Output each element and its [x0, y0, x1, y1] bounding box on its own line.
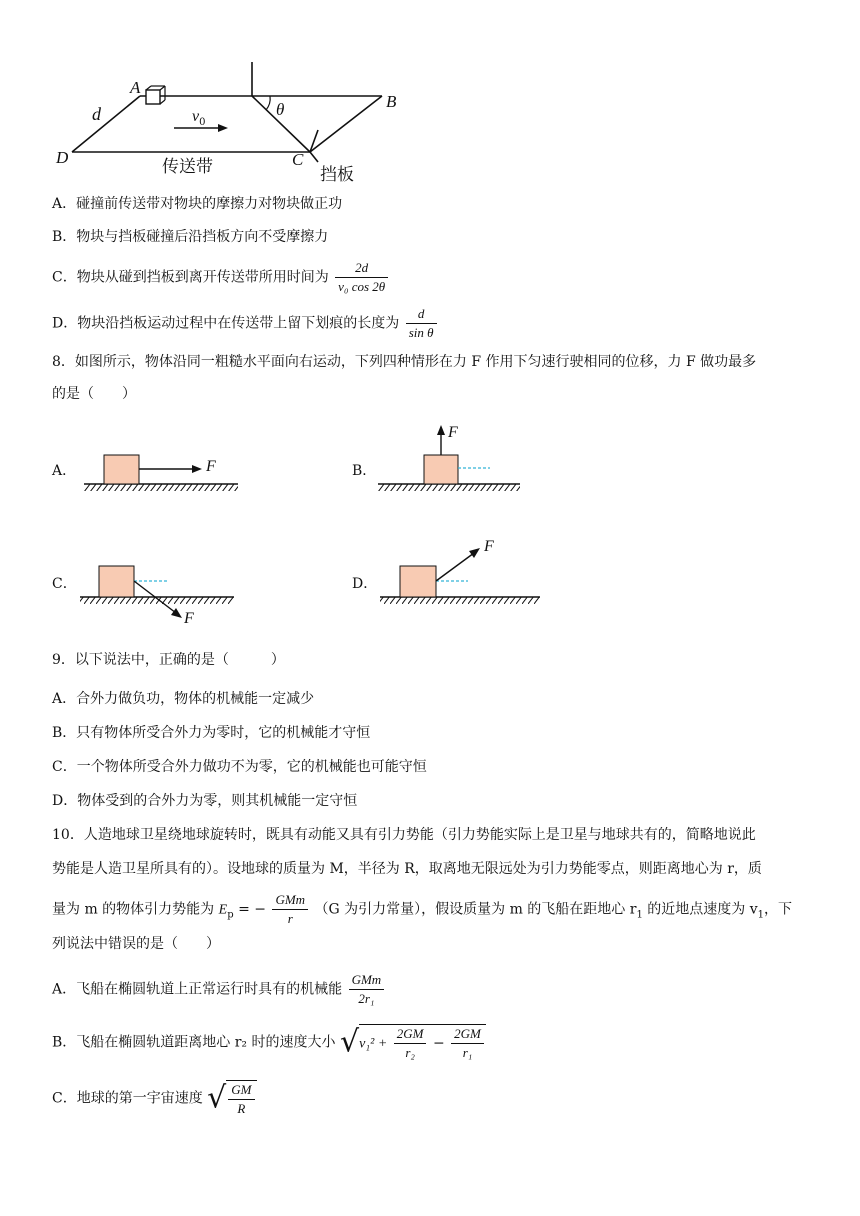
q10-a-num: GMm: [349, 972, 385, 990]
q8-force-label-c: F: [184, 610, 194, 627]
q7-option-d-fraction: [406, 306, 437, 341]
q7-option-c-text: C．物块从碰到挡板到离开传送带所用时间为: [52, 269, 329, 286]
q10-ep-fraction: [272, 892, 308, 927]
q10-option-b: [52, 1024, 486, 1061]
q8-option-c-label: C．: [52, 576, 77, 592]
q9-option-b: B．只有物体所受合外力为零时，它的机械能才守恒: [52, 725, 371, 741]
q7-option-c: [52, 260, 390, 295]
q10-line3-c: 的近地点速度为 v: [642, 901, 758, 918]
q7-d-num: d: [406, 306, 437, 324]
q8-stem-line2: 的是（ ）: [52, 386, 136, 402]
q8-force-label-d: F: [484, 538, 494, 555]
q10-option-a: [52, 972, 386, 1007]
q10-b-v: v₁² +: [359, 1036, 388, 1052]
q10-option-b-text: B．飞船在椭圆轨道距离地心 r₂ 时的速度大小: [52, 1034, 336, 1051]
q8-option-b-label: B．: [352, 463, 377, 479]
label-d: d: [92, 104, 101, 124]
q10-option-c: [52, 1080, 257, 1117]
q8-diagrams: [0, 420, 860, 660]
q10-line3-a: 量为 m 的物体引力势能为: [52, 901, 215, 918]
q10-b-den1: r₂: [405, 1045, 415, 1060]
q9-option-d: D．物体受到的合外力为零，则其机械能一定守恒: [52, 793, 358, 809]
q10-ep-den: r: [287, 911, 293, 926]
q7-c-den: v₀ cos 2θ: [338, 279, 386, 294]
q10-b-num1: 2GM: [394, 1026, 427, 1044]
q10-c-num: GM: [228, 1082, 254, 1100]
q7-c-num: 2d: [335, 260, 388, 278]
q8-diagram-d: [380, 548, 540, 604]
label-C: C: [292, 150, 304, 169]
q8-option-a-label: A．: [52, 463, 77, 479]
q7-option-a: A．碰撞前传送带对物块的摩擦力对物块做正功: [52, 196, 343, 212]
conveyor-belt-figure: [0, 0, 860, 190]
q10-stem-line1: 10．人造地球卫星绕地球旋转时，既具有动能又具有引力势能（引力势能实际上是卫星与地球共有的，简略地说此: [52, 827, 756, 843]
q10-line3-d: ，下: [764, 901, 793, 918]
q7-option-d-text: D．物块沿挡板运动过程中在传送带上留下划痕的长度为: [52, 315, 400, 332]
q10-b-fraction-1: [394, 1026, 427, 1061]
q10-c-den: R: [237, 1101, 246, 1116]
q7-option-c-fraction: [335, 260, 388, 295]
label-D: D: [56, 148, 69, 167]
q8-diagram-c: [80, 566, 234, 618]
label-baffle: 挡板: [320, 165, 354, 185]
q9-option-c: C．一个物体所受合外力做功不为零，它的机械能也可能守恒: [52, 759, 427, 775]
q9-option-a: A．合外力做负功，物体的机械能一定减少: [52, 691, 315, 707]
q10-option-b-radical: [340, 1024, 486, 1061]
q7-option-b: B．物块与挡板碰撞后沿挡板方向不受摩擦力: [52, 229, 329, 245]
q10-stem-line4: 列说法中错误的是（ ）: [52, 936, 220, 952]
q10-option-c-radical: [207, 1080, 256, 1117]
label-belt: 传送带: [162, 157, 213, 177]
label-v0: [192, 106, 205, 128]
q10-b-num2: 2GM: [451, 1026, 484, 1044]
q10-b-fraction-2: [451, 1026, 484, 1061]
q10-option-a-text: A．飞船在椭圆轨道上正常运行时具有的机械能: [52, 981, 343, 998]
sqrt-icon: √: [207, 1080, 227, 1116]
q10-ep-sub: p: [227, 909, 234, 921]
q8-force-label-b: F: [448, 424, 458, 441]
label-v: v: [192, 108, 200, 125]
q10-ep-eq: = −: [238, 901, 266, 918]
q10-stem-line3: [52, 892, 792, 927]
label-A: A: [130, 78, 141, 97]
label-theta: θ: [276, 100, 285, 119]
q10-line3-b-sub: 1: [636, 909, 643, 921]
q10-line3-b: （G 为引力常量），假设质量为 m 的飞船在距地心 r: [314, 901, 637, 918]
q7-d-den: sin θ: [408, 325, 434, 340]
q10-ep-lhs: E: [218, 902, 228, 918]
q8-option-d-label: D．: [352, 576, 378, 592]
q10-a-den: 2r₁: [358, 991, 375, 1006]
q8-stem-line1: 8．如图所示，物体沿同一粗糙水平面向右运动，下列四种情形在力 F 作用下匀速行驶相同的位移，力 F 做功最多: [52, 354, 757, 370]
q7-option-d: [52, 306, 439, 341]
q10-option-a-fraction: [349, 972, 385, 1007]
sqrt-icon: √: [339, 1024, 360, 1060]
q10-line3-c-sub: 1: [757, 909, 765, 921]
q10-stem-line2: 势能是人造卫星所具有的）。设地球的质量为 M，半径为 R，取离地无限远处为引力势能零点，则距离地心为 r，质: [52, 861, 762, 877]
q10-c-fraction: [228, 1082, 254, 1117]
q10-b-den2: r₁: [462, 1045, 473, 1060]
label-v-sub: 0: [199, 117, 206, 129]
q10-ep-num: GMm: [272, 892, 308, 910]
q10-b-minus: −: [432, 1035, 445, 1052]
q10-option-c-text: C．地球的第一宇宙速度: [52, 1090, 203, 1107]
label-B: B: [386, 92, 397, 111]
q9-stem: 9．以下说法中，正确的是（ ）: [52, 652, 285, 668]
q8-force-label-a: F: [206, 458, 216, 475]
